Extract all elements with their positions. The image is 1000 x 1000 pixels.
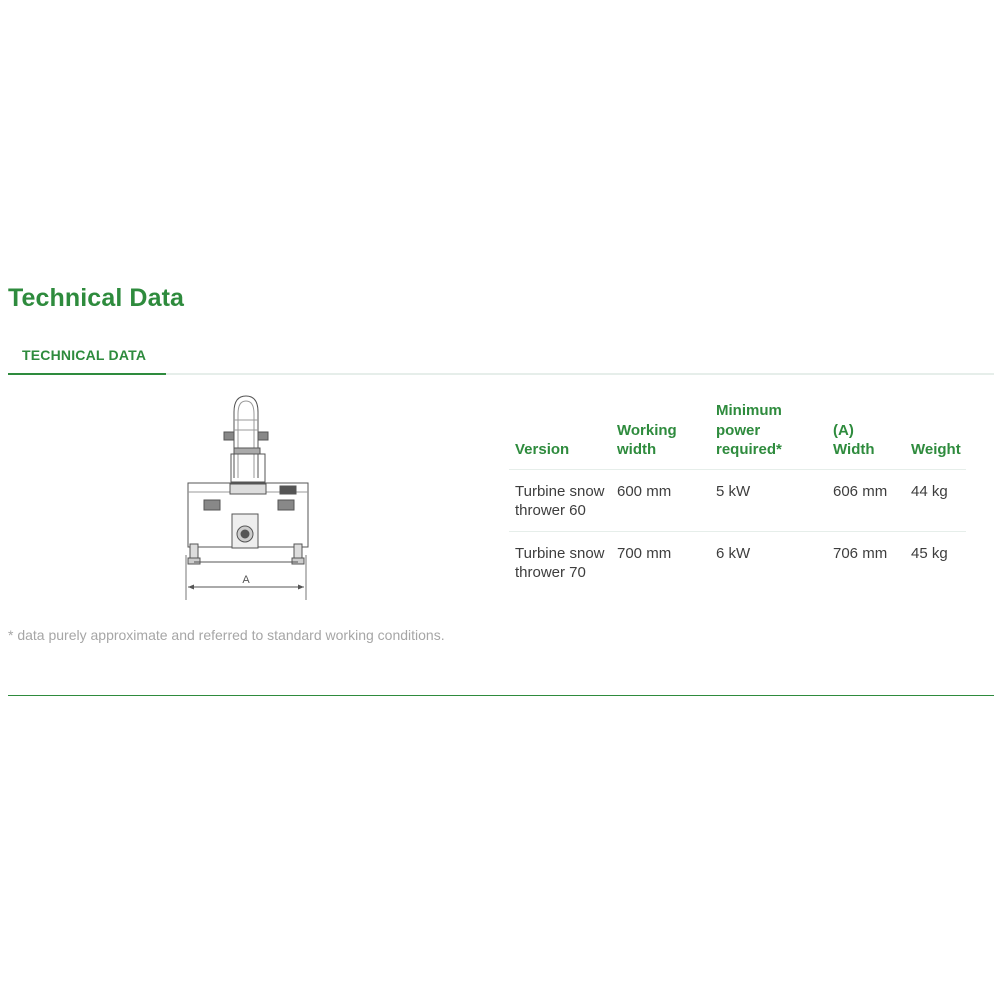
column-header-minimum-power: Minimum power required* bbox=[710, 395, 827, 469]
chute-inner bbox=[238, 401, 254, 478]
tab-bar bbox=[8, 340, 994, 375]
cell-a-width: 606 mm bbox=[827, 469, 905, 531]
cell-minimum-power: 5 kW bbox=[710, 469, 827, 531]
column-header-weight: Weight bbox=[905, 395, 966, 469]
cell-a-width: 706 mm bbox=[833, 544, 888, 562]
section-divider bbox=[8, 695, 994, 696]
column-header-version: Version bbox=[509, 395, 611, 469]
cell-working-width: 600 mm bbox=[611, 469, 710, 531]
tab-technical-data[interactable] bbox=[8, 340, 166, 375]
tab-technical-data-label: TECHNICAL DATA bbox=[22, 347, 147, 363]
technical-data-table bbox=[509, 395, 966, 593]
footnote: * data purely approximate and referred to standard working conditions. bbox=[8, 627, 445, 643]
dimension-label-a: A bbox=[242, 574, 250, 586]
column-header-a-width: (A) Width bbox=[827, 395, 905, 469]
cell-version: Turbine snow thrower 60 bbox=[509, 469, 611, 531]
page-title: Technical Data bbox=[8, 284, 184, 312]
cell-weight: 45 kg bbox=[911, 544, 948, 562]
table-header-row bbox=[509, 395, 966, 469]
cell-working-width: 700 mm bbox=[617, 544, 672, 562]
table-row bbox=[509, 531, 966, 593]
cell-version: Turbine snow thrower 70 bbox=[515, 544, 605, 581]
table-row bbox=[509, 469, 966, 531]
cell-weight: 44 kg bbox=[905, 469, 966, 531]
snow-thrower-dimension-diagram bbox=[176, 390, 320, 604]
cell-minimum-power: 6 kW bbox=[716, 544, 751, 562]
column-header-working-width: Working width bbox=[611, 395, 710, 469]
